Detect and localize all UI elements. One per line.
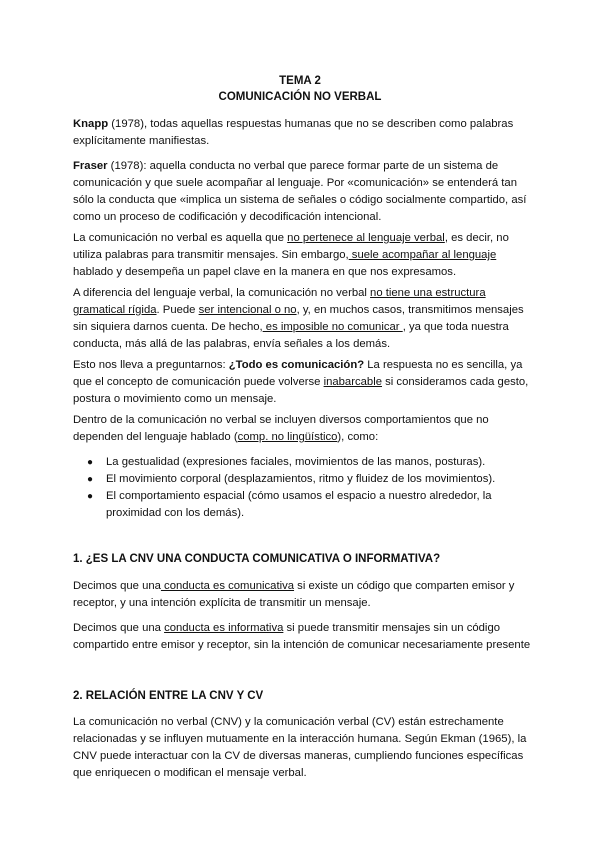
title-line-1: TEMA 2	[279, 75, 321, 87]
underlined-term: conducta es comunicativa	[160, 580, 295, 592]
paragraph-relation: La comunicación no verbal (CNV) y la comunicación verbal (CV) están estrechamente relacionadas y se influyen mutuamente en la interacción humana. Según Ekman (1965), la CNV puede interactuar con la CV de diversas maneras, cumpliendo funciones específicas que enriquecen o modifican el mensaje verbal.	[73, 716, 527, 779]
title-line-2: COMUNICACIÓN NO VERBAL	[218, 91, 382, 103]
text-segment: La comunicación no verbal es aquella que	[73, 232, 288, 244]
text-segment: hablado y desempeña un papel clave en la manera en que nos expresamos.	[73, 266, 457, 278]
paragraph-fraser	[73, 158, 533, 226]
text-segment: . Puede	[156, 304, 199, 316]
list-item	[73, 454, 533, 471]
underlined-term: conducta es informativa	[164, 622, 284, 634]
paragraph-behaviors	[73, 412, 533, 446]
bold-question: ¿Todo es comunicación?	[228, 359, 365, 371]
list-item-text: El comportamiento espacial (cómo usamos el espacio a nuestro alrededor, la proximidad con los demás).	[106, 490, 492, 519]
underlined-term: no pertenece al lenguaje verbal	[287, 232, 445, 244]
underlined-term: no tiene una estructura gramatical rígida	[73, 287, 486, 316]
underlined-term: suele acompañar al lenguaje	[348, 249, 497, 261]
text-segment: Esto nos lleva a preguntarnos:	[73, 359, 229, 371]
bullet-icon: ●	[87, 457, 94, 468]
underlined-term: es imposible no comunicar	[262, 321, 403, 333]
text-segment: , es decir, no utiliza palabras para transmitir mensajes. Sin embargo,	[73, 232, 509, 261]
paragraph-knapp	[73, 116, 533, 150]
text-segment: , y, en muchos casos, transmitimos mensajes sin siquiera darnos cuenta. De hecho,	[73, 304, 524, 333]
fraser-text: (1978): aquella conducta no verbal que parece formar parte de un sistema de comunicación y que suele acompañar al lenguaje. Por «comunicación» se entenderá tan sólo la conducta que «implica un sistema de señales o código socialmente compartido, así como un proceso de codificación y decodificación intencional.	[73, 160, 527, 223]
paragraph-informative	[73, 620, 533, 654]
text-segment: Decimos que una	[73, 580, 161, 592]
underlined-term: comp. no lingüístico	[237, 431, 338, 443]
list-item-text: El movimiento corporal (desplazamientos, ritmo y fluidez de los movimientos).	[106, 473, 496, 485]
text-segment: si existe un código que comparten emisor y receptor, y una intención explícita de transmitir un mensaje.	[73, 580, 515, 609]
author-knapp: Knapp	[73, 118, 109, 130]
text-segment: si puede transmitir mensajes sin un código compartido entre emisor y receptor, sin la intención de comunicar necesariamente presente	[73, 622, 531, 651]
paragraph-definition	[73, 230, 533, 281]
text-segment: La respuesta no es sencilla, ya que el concepto de comunicación puede volverse	[73, 359, 523, 388]
text-segment: A diferencia del lenguaje verbal, la comunicación no verbal	[73, 287, 371, 299]
paragraph-question	[73, 357, 533, 408]
section-1-heading: 1. ¿ES LA CNV UNA CONDUCTA COMUNICATIVA O INFORMATIVA?	[73, 553, 441, 565]
list-item	[73, 488, 533, 522]
list-item-text: La gestualidad (expresiones faciales, movimientos de las manos, posturas).	[106, 456, 486, 468]
list-item	[73, 471, 533, 488]
text-segment: si consideramos cada gesto, postura o movimiento como un mensaje.	[73, 376, 529, 405]
section-2-heading: 2. RELACIÓN ENTRE LA CNV Y CV	[73, 690, 264, 702]
text-segment: Decimos que una	[73, 622, 165, 634]
paragraph-differences	[73, 285, 533, 353]
bullet-icon: ●	[87, 491, 94, 502]
text-segment: Dentro de la comunicación no verbal se incluyen diversos comportamientos que no dependen del lenguaje hablado (	[73, 414, 489, 443]
author-fraser: Fraser	[73, 160, 108, 172]
document-title	[0, 73, 600, 105]
knapp-text: (1978), todas aquellas respuestas humanas que no se describen como palabras explícitamente manifiestas.	[73, 118, 514, 147]
bullet-icon: ●	[87, 474, 94, 485]
underlined-term: ser intencional o no	[198, 304, 297, 316]
underlined-term: inabarcable	[323, 376, 382, 388]
behaviors-list	[73, 454, 533, 522]
text-segment: , ya que toda nuestra conducta, más allá de las palabras, envía señales a los demás.	[73, 321, 509, 350]
paragraph-communicative	[73, 578, 533, 612]
text-segment: ), como:	[337, 431, 379, 443]
